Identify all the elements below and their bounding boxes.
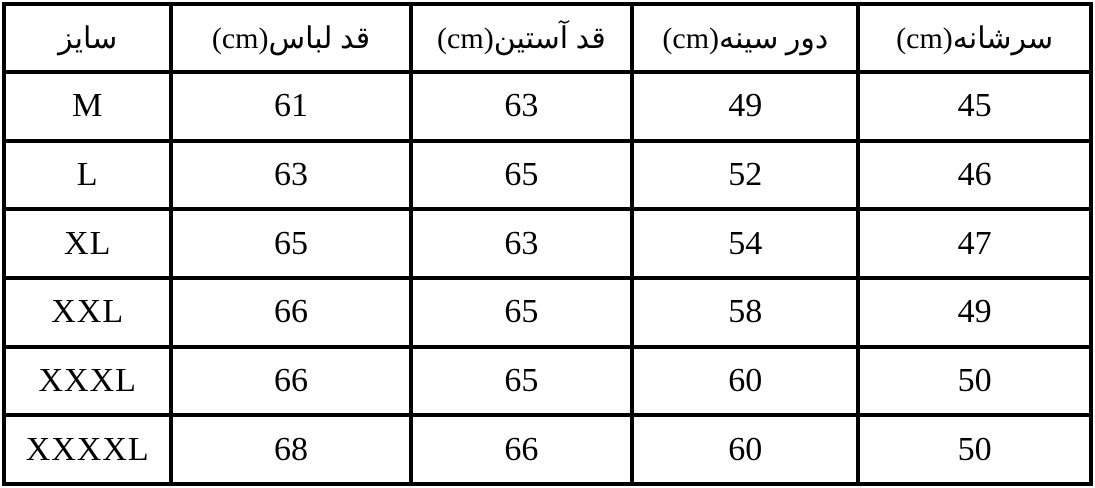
cell-chest: 60 xyxy=(632,415,858,484)
header-row xyxy=(4,4,1091,72)
cell-sleeve-length: 65 xyxy=(411,141,633,210)
cell-shoulder: 50 xyxy=(858,347,1091,416)
cell-size: XL xyxy=(4,209,171,278)
cell-garment-length: 61 xyxy=(171,72,410,141)
cell-shoulder: 47 xyxy=(858,209,1091,278)
cell-chest: 52 xyxy=(632,141,858,210)
cell-sleeve-length: 65 xyxy=(411,347,633,416)
cell-shoulder: 49 xyxy=(858,278,1091,347)
cell-size: XXXXL xyxy=(4,415,171,484)
cell-chest: 49 xyxy=(632,72,858,141)
table-row-xl xyxy=(4,209,1091,278)
table-row-xxxl xyxy=(4,347,1091,416)
cell-chest: 54 xyxy=(632,209,858,278)
cell-garment-length: 65 xyxy=(171,209,410,278)
cell-chest: 58 xyxy=(632,278,858,347)
cell-sleeve-length: 66 xyxy=(411,415,633,484)
cell-size: XXXL xyxy=(4,347,171,416)
size-chart-table xyxy=(2,2,1093,486)
header-shoulder: سرشانه(cm) xyxy=(858,4,1091,72)
cell-garment-length: 68 xyxy=(171,415,410,484)
cell-garment-length: 63 xyxy=(171,141,410,210)
cell-shoulder: 45 xyxy=(858,72,1091,141)
cell-sleeve-length: 65 xyxy=(411,278,633,347)
header-chest: دور سینه(cm) xyxy=(632,4,858,72)
cell-size: XXL xyxy=(4,278,171,347)
cell-shoulder: 46 xyxy=(858,141,1091,210)
table-row-m xyxy=(4,72,1091,141)
cell-garment-length: 66 xyxy=(171,347,410,416)
table-row-l xyxy=(4,141,1091,210)
cell-garment-length: 66 xyxy=(171,278,410,347)
header-garment-length: قد لباس(cm) xyxy=(171,4,410,72)
cell-chest: 60 xyxy=(632,347,858,416)
table-row-xxl xyxy=(4,278,1091,347)
cell-sleeve-length: 63 xyxy=(411,72,633,141)
cell-sleeve-length: 63 xyxy=(411,209,633,278)
header-sleeve-length: قد آستین(cm) xyxy=(411,4,633,72)
cell-shoulder: 50 xyxy=(858,415,1091,484)
table-row-xxxxl xyxy=(4,415,1091,484)
header-size: سایز xyxy=(4,4,171,72)
cell-size: L xyxy=(4,141,171,210)
cell-size: M xyxy=(4,72,171,141)
